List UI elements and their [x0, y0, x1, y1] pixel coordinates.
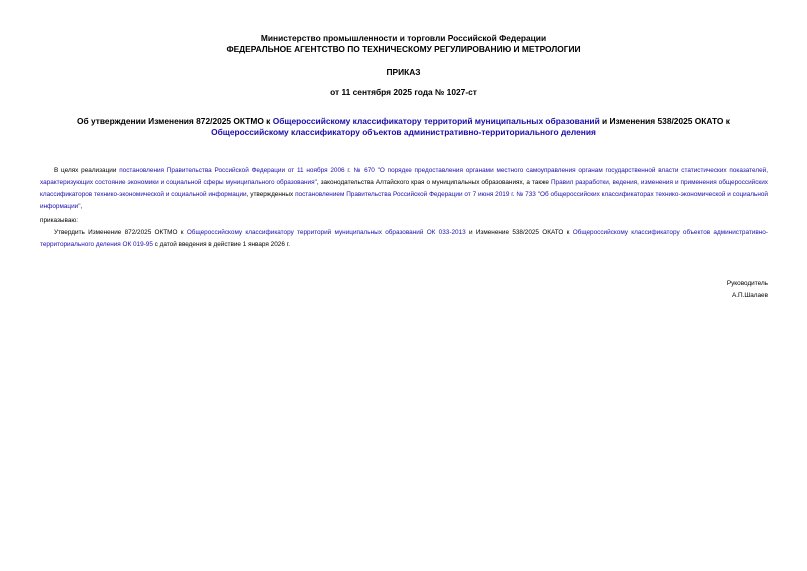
preamble-link-rules[interactable]: Правил разработки, ведения, изменения и применения общероссийских классификаторов технико-экономической и социальной информации — [40, 179, 768, 198]
order-text-1: Утвердить Изменение 872/2025 ОКТМО к — [54, 229, 187, 236]
document-title — [40, 116, 767, 138]
order-link-oktmo[interactable]: Общероссийскому классификатору территорий муниципальных образований ОК 033-2013 — [186, 229, 466, 236]
document-date-number: от 11 сентября 2025 года № 1027-ст — [330, 87, 477, 97]
order-text-2: и Изменение 538/2025 ОКАТО к — [465, 229, 573, 236]
order-word: приказываю: — [40, 217, 78, 224]
signature-name: А.П.Шалаев — [731, 292, 768, 299]
order-link-okato[interactable]: Общероссийскому классификатору объектов административно-территориального деления ОК 019-95 — [40, 229, 768, 248]
preamble-link-resolution-670[interactable]: постановления Правительства Российской Федерации от 11 ноября 2006 г. № 670 "О порядке предоставления органами местного самоуправления органам государственной власти статистических показателей, характеризующих состояние экономики и социальной сферы муниципального образования" — [40, 167, 768, 186]
preamble-paragraph — [40, 165, 768, 213]
agency-name: ФЕДЕРАЛЬНОЕ АГЕНТСТВО ПО ТЕХНИЧЕСКОМУ РЕГУЛИРОВАНИЮ И МЕТРОЛОГИИ — [226, 44, 581, 54]
title-link-oktmo[interactable]: Общероссийскому классификатору территорий муниципальных образований — [272, 116, 600, 126]
title-text-1: Об утверждении Изменения 872/2025 ОКТМО к — [77, 116, 273, 126]
preamble-text-3: , утвержденных — [246, 191, 296, 198]
preamble-text-4: , — [80, 203, 83, 210]
order-paragraph — [40, 227, 768, 251]
ministry-name: Министерство промышленности и торговли Российской Федерации — [260, 33, 547, 43]
title-link-okato[interactable]: Общероссийскому классификатору объектов административно-территориального деления — [211, 127, 596, 137]
document-type: ПРИКАЗ — [386, 67, 421, 77]
preamble-text-1: В целях реализации — [54, 167, 120, 174]
preamble-link-resolution-733[interactable]: постановлением Правительства Российской Федерации от 7 июня 2019 г. № 733 "Об общероссийских классификаторах технико-экономической и социальной информации" — [40, 191, 768, 210]
signature-position: Руководитель — [726, 280, 768, 287]
order-text-3: с датой введения в действие 1 января 2026 г. — [152, 241, 290, 248]
preamble-text-2: , законодательства Алтайского края о муниципальных образованиях, а также — [316, 179, 551, 186]
title-text-2: и Изменения 538/2025 ОКАТО к — [599, 116, 730, 126]
